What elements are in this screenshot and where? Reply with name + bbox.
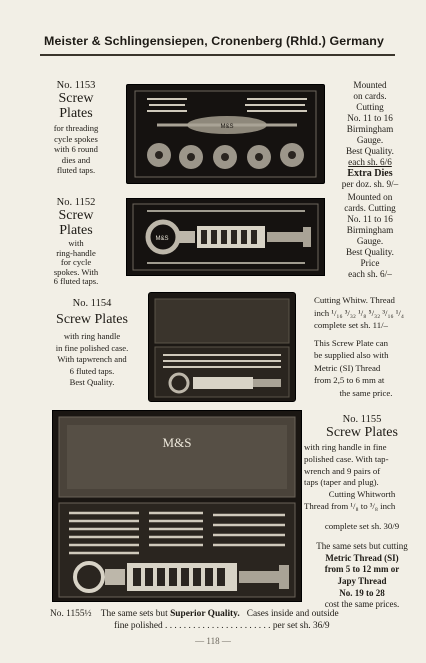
product-1154-left: [40, 298, 144, 389]
product-1155-metric-line: No. 19 to 28: [339, 587, 385, 598]
product-1155-case-illustration: [52, 410, 302, 602]
product-1152-spec: Birmingham: [346, 225, 394, 235]
product-1154-spec: be supplied also with: [314, 350, 389, 360]
product-1155-metric-line: cost the same prices.: [324, 599, 400, 610]
product-1152-spec: each sh. 6/–: [348, 269, 392, 279]
product-1152-desc-line: with: [68, 238, 84, 248]
page-number: — 118 —: [195, 636, 231, 646]
product-1153-extra-price: per doz. sh. 9/–: [341, 179, 399, 189]
product-1154-price: complete set sh. 11/–: [314, 320, 388, 330]
product-1154-desc-line: Best Quality.: [69, 377, 115, 387]
product-1155-desc-line: Thread from ¹/₈ to ³/₈ inch: [304, 500, 396, 511]
product-1153-spec: on cards.: [353, 91, 387, 101]
product-1152-left: [30, 197, 122, 287]
footer-price: per set sh. 36/9: [272, 621, 330, 631]
footer-line-2: [114, 620, 414, 632]
product-1152-right: [330, 192, 410, 280]
product-1152-desc-line: 6 fluted taps.: [53, 276, 99, 287]
product-1154-name: Screw Plates: [56, 312, 128, 327]
product-1152-spec: Gauge.: [356, 236, 384, 246]
product-1152-spec: Mounted on: [347, 192, 393, 202]
product-1153-right: [330, 80, 410, 190]
product-1154-spec: Metric (SI) Thread: [314, 362, 381, 373]
product-1155-desc-line: taps (taper and plug).: [304, 477, 379, 488]
header-rule: [40, 54, 395, 56]
product-1152-card-illustration: [126, 198, 325, 276]
product-1154-case-illustration: [148, 292, 296, 402]
product-1153-desc-line: with 6 round: [54, 144, 98, 155]
product-1153-extra-title: Extra Dies: [347, 168, 393, 179]
product-1154-desc-line: in fine polished case.: [55, 342, 129, 353]
product-1153-spec: Birmingham: [346, 124, 394, 134]
product-1154-number: No. 1154: [72, 298, 112, 309]
product-1154-spec: inch ¹/₁₆ ³/₃₂ ¹/₈ ⁵/₃₂ ³/₁₆ ¹/₄: [314, 307, 404, 318]
product-1154-spec: from 2,5 to 6 mm at: [314, 375, 385, 385]
product-1154-desc-line: with ring handle: [63, 331, 121, 341]
product-1153-card-label: M&S: [220, 124, 234, 130]
product-1153-desc-line: dies and: [61, 154, 91, 165]
product-1154-spec: This Screw Plate can: [314, 337, 389, 348]
product-1155-metric-line: The same sets but cutting: [316, 541, 408, 552]
product-1153-left: [30, 80, 122, 176]
product-1153-spec: Cutting: [356, 102, 384, 112]
product-1152-spec: Price: [360, 258, 380, 268]
product-1155-desc-line: wrench and 9 pairs of: [304, 465, 381, 476]
product-1152-desc-line: ring-handle: [56, 247, 96, 258]
product-1152-spec: Best Quality.: [346, 247, 394, 257]
product-1155-right: [304, 414, 420, 611]
product-1152-desc-line: spokes. With: [53, 266, 99, 277]
footer-text-1: The same sets but: [100, 609, 168, 619]
product-1155-case-label: M&S: [162, 435, 192, 450]
product-1153-spec: No. 11 to 16: [347, 113, 393, 123]
product-1155-price: complete set sh. 30/9: [324, 520, 400, 531]
product-1155-metric-line: Japy Thread: [337, 576, 387, 587]
product-1153-spec: Mounted: [353, 80, 387, 90]
product-1155-desc-line: Cutting Whitworth: [328, 489, 396, 500]
product-1153-card-illustration: [126, 84, 325, 184]
product-1153-number: No. 1153: [56, 80, 96, 91]
footer-line-2-text: fine polished: [114, 621, 163, 631]
product-1155-number: No. 1155: [342, 414, 382, 425]
product-1153-price: each sh. 6/6: [348, 157, 392, 167]
product-1153-spec: Best Quality.: [346, 146, 394, 156]
product-1155-name: Screw Plates: [326, 425, 398, 440]
product-1154-desc-line: 6 fluted taps.: [69, 365, 115, 376]
footer-bold: Superior Quality.: [170, 609, 240, 619]
product-1152-name-2: Plates: [59, 223, 93, 238]
product-1154-spec: the same price.: [339, 387, 393, 398]
product-1153-desc-line: for threading: [53, 123, 99, 133]
product-1154-desc-line: With tapwrench and: [57, 354, 127, 364]
product-1152-name-1: Screw: [58, 208, 94, 223]
product-1155-metric-line: Metric Thread (SI): [325, 552, 399, 563]
product-1153-desc-line: fluted taps.: [56, 165, 96, 176]
product-1153-name-2: Plates: [59, 106, 93, 121]
product-1155-desc-line: polished case. With tap-: [304, 453, 389, 464]
product-1154-right: [314, 294, 418, 399]
footer-line-1: [50, 608, 339, 620]
footer-leader: . . . . . . . . . . . . . . . . . . . . . . .: [165, 621, 271, 631]
product-1153-name-1: Screw: [58, 91, 94, 106]
page-header: Meister & Schlingensiepen, Cronenberg (Rhld.) Germany: [44, 34, 384, 48]
product-1152-number: No. 1152: [56, 197, 96, 208]
product-1152-spec: cards. Cutting: [344, 203, 396, 213]
product-1154-spec: Cutting Whitw. Thread: [314, 295, 395, 305]
footer-number: No. 1155½: [50, 609, 92, 619]
product-1152-spec: No. 11 to 16: [347, 214, 393, 224]
product-1152-card-label: M&S: [155, 236, 169, 242]
product-1153-spec: Gauge.: [356, 135, 384, 145]
product-1155-desc-line: with ring handle in fine: [304, 442, 387, 452]
product-1153-desc-line: cycle spokes: [54, 133, 98, 144]
footer-text-2: Cases inside and outside: [246, 609, 339, 619]
product-1155-metric-line: from 5 to 12 mm or: [324, 564, 400, 575]
product-1152-desc-line: for cycle: [60, 257, 92, 268]
